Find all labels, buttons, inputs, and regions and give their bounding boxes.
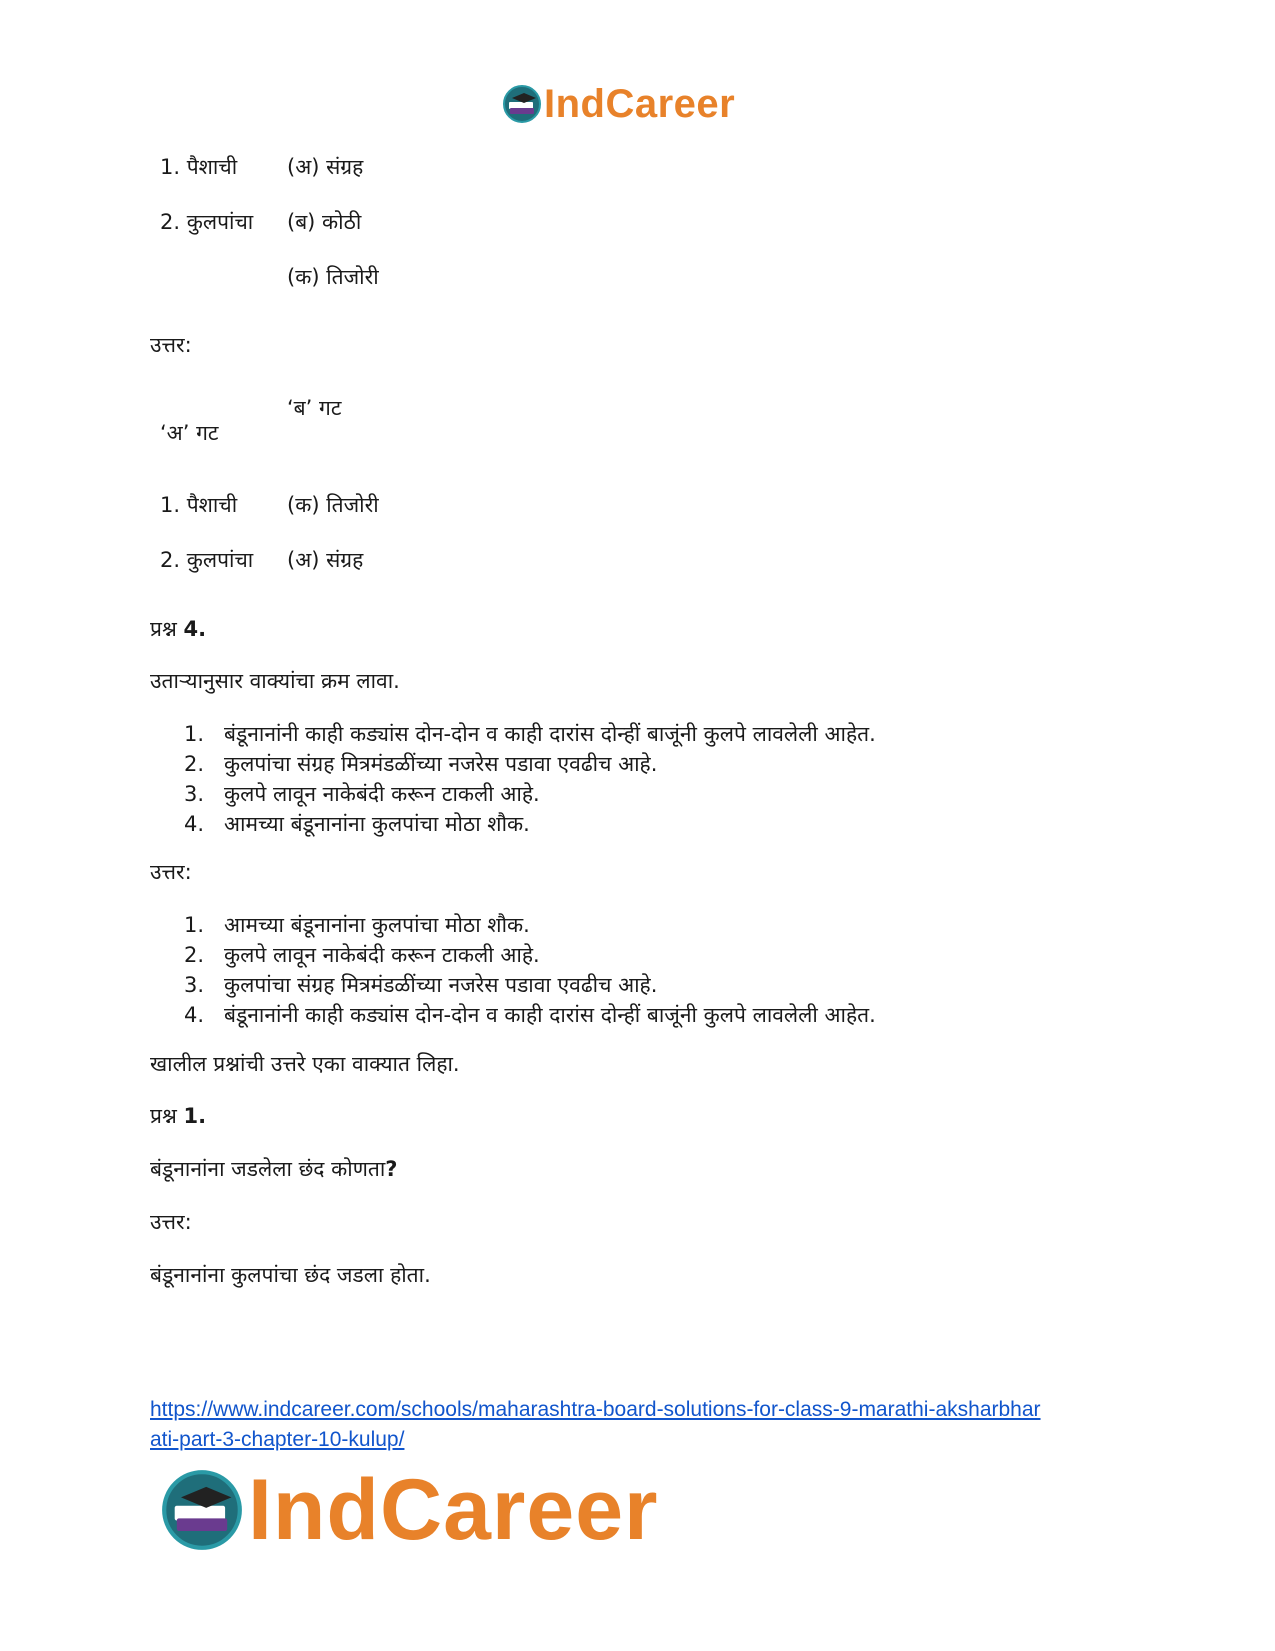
list-item: 2. कुलपांचा संग्रह मित्रमंडळींच्या नजरेस पडावा एवढीच आहे. [183, 752, 658, 776]
source-link[interactable] [150, 1395, 1041, 1455]
match-ans-row1-a: 1. पैशाची [160, 493, 238, 517]
q1-question-mark: ? [385, 1157, 398, 1181]
q4-instruction: उताऱ्यानुसार वाक्यांचा क्रम लावा. [150, 669, 400, 693]
list-item: 3. कुलपे लावून नाकेबंदी करून टाकली आहे. [183, 782, 540, 806]
q1-question [150, 1155, 397, 1183]
list-item: 4. आमच्या बंडूनानांना कुलपांचा मोठा शौक. [183, 812, 530, 836]
q4-answer-list [148, 910, 876, 1030]
q1-answer: बंडूनानांना कुलपांचा छंद जडला होता. [150, 1263, 431, 1287]
source-link-line1[interactable]: https://www.indcareer.com/schools/maharashtra-board-solutions-for-class-9-marathi-aksharbhar [150, 1398, 1041, 1421]
section-heading: खालील प्रश्नांची उत्तरे एका वाक्यात लिहा. [150, 1052, 460, 1076]
list-item: 1. आमच्या बंडूनानांना कुलपांचा मोठा शौक. [183, 913, 530, 937]
q1-title [150, 1102, 206, 1130]
q4-list [148, 719, 876, 839]
q4-title-number: 4. [183, 617, 207, 641]
list-item: 4. बंडूनानांनी काही कड्यांस दोन-दोन व काही दारांस दोन्हीं बाजूंनी कुलपे लावलेली आहेत. [183, 1003, 876, 1027]
match-q-row1-a: 1. पैशाची [160, 155, 238, 179]
q4-title-prefix: प्रश्न [150, 617, 177, 641]
footer-logo-text: IndCareer [248, 1461, 659, 1558]
q4-title [150, 615, 206, 643]
q1-title-prefix: प्रश्न [150, 1104, 177, 1128]
q1-title-number: 1. [183, 1104, 207, 1128]
globe-book-icon [502, 84, 542, 124]
col-a-heading: ‘अ’ गट [160, 421, 219, 445]
answer-label: उत्तर: [150, 333, 192, 357]
match-q-row2-b: (ब) कोठी [287, 210, 362, 234]
logo-text: IndCareer [544, 81, 736, 126]
q4-answer-label: उत्तर: [150, 860, 192, 884]
match-ans-row1-b: (क) तिजोरी [287, 493, 379, 517]
list-item: 2. कुलपे लावून नाकेबंदी करून टाकली आहे. [183, 943, 540, 967]
q1-question-text: बंडूनानांना जडलेला छंद कोणता [150, 1157, 386, 1181]
list-item: 3. कुलपांचा संग्रह मित्रमंडळींच्या नजरेस पडावा एवढीच आहे. [183, 973, 658, 997]
source-link-line2[interactable]: ati-part-3-chapter-10-kulup/ [150, 1428, 405, 1451]
list-item: 1. बंडूनानांनी काही कड्यांस दोन-दोन व काही दारांस दोन्हीं बाजूंनी कुलपे लावलेली आहेत. [183, 722, 876, 746]
match-q-row2-a: 2. कुलपांचा [160, 210, 254, 234]
match-q-row1-b: (अ) संग्रह [287, 155, 364, 179]
globe-book-icon [160, 1468, 244, 1552]
footer-logo [160, 1461, 659, 1558]
match-q-row3-b: (क) तिजोरी [287, 265, 379, 289]
match-ans-row2-b: (अ) संग्रह [287, 548, 364, 572]
col-b-heading: ‘ब’ गट [287, 396, 342, 420]
header-logo [502, 80, 735, 128]
match-ans-row2-a: 2. कुलपांचा [160, 548, 254, 572]
q1-answer-label: उत्तर: [150, 1210, 192, 1234]
